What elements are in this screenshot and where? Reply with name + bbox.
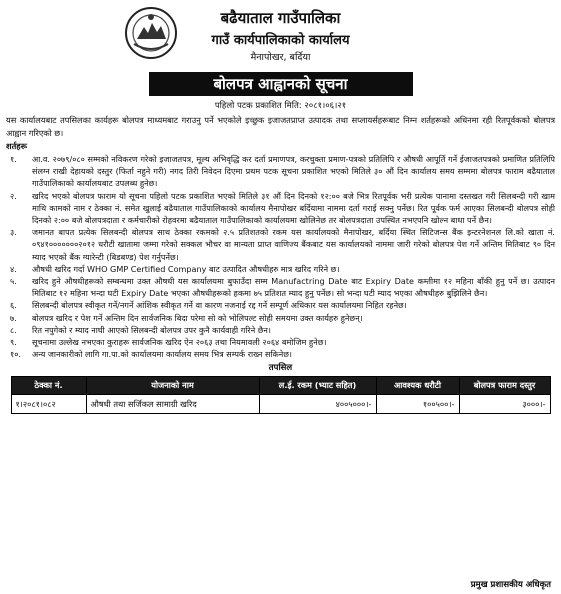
condition-item: [6, 263, 555, 275]
condition-number: ५.: [10, 276, 17, 287]
table-row: [11, 395, 550, 414]
cell-security-deposit: १००५००।-: [376, 395, 459, 414]
office-name: गाउँ कार्यपालिकाको कार्यालय: [211, 33, 350, 48]
column-header: आवश्यक धरौटी: [376, 377, 459, 395]
column-header: ल.ई. रकम (भ्याट सहित): [259, 377, 376, 395]
condition-number: १.: [10, 154, 17, 164]
condition-number: ४.: [10, 263, 17, 274]
column-header: योजनाको नाम: [86, 377, 259, 395]
condition-text: आ.व. २०७९/०८० सम्मको नविकरण गरेको इजाजतपत्र, मूल्य अभिवृद्धि कर दर्ता प्रमाणपत्र, करचुक्ता प्रमाण-पत्रको प्रतिलिपि र औषधी आपूर्ति गर्ने ईजाजतपत्रको प्रमाणित प्रतिलिपि संलग्न राखी देहायको दस्तुर (फिर्ता नहुने गरी) नगद तिरी निवेदन दिएमा प्रथम पटक सूचना प्रकाशित भएको मितिले ३० औं दिन कार्यालय समय सम्ममा बोलपत्र फाराम बढैयाताल गाउँपालिकाको कार्यालयबाट उपलब्ध हुनेछ।: [32, 154, 555, 189]
column-header: ठेक्का नं.: [11, 377, 86, 395]
condition-number: २.: [10, 190, 17, 201]
condition-text: सिलबन्दी बोलपत्र स्वीकृत गर्ने/नगर्ने आंशिक स्वीकृत गर्ने वा कारण नजनाई रद्द गर्ने सम्पूर्ण अधिकार यस कार्यालयमा निहित रहनेछ।: [32, 300, 407, 311]
condition-text: अन्य जानकारीको लागि गा.पा.को कार्यालयमा कार्यालय समय भित्र सम्पर्क राख्न सकिनेछ।: [32, 349, 293, 360]
condition-item: [6, 324, 555, 336]
condition-item: [6, 336, 555, 348]
conditions-list: [6, 153, 555, 360]
table-title: तपसिल: [268, 363, 293, 374]
condition-number: ८.: [10, 324, 17, 335]
intro-paragraph: यस कार्यालयबाट तपसिलका कार्यहरू बोलपत्र माध्यमबाट गराउनु पर्ने भएकोले इच्छुक इजाजतप्राप्त उत्पादक तथा सप्लायर्सहरूबाट निम्न शर्तहरूको अधिनमा रही रितपूर्वकको बोलपत्र आह्वान गरिएको छ।: [6, 115, 555, 138]
condition-text: रित नपुगेको र म्याद नाघी आएको सिलबन्दी बोलपत्र उपर कुनै कार्यवाही गरिने छैन।: [32, 324, 271, 335]
cell-estimate-amount: ४००५०००।-: [259, 395, 376, 414]
municipality-name: बढैयाताल गाउँपालिका: [220, 9, 341, 27]
condition-number: ६.: [10, 300, 17, 311]
condition-item: [6, 190, 555, 227]
condition-number: ७.: [10, 312, 17, 323]
condition-item: [6, 226, 555, 263]
condition-text: जमानत बापत प्रत्येक सिलबन्दी बोलपत्र साथ ठेक्का रकमको २.५ प्रतिशतको रकम यस कार्यालयको मैनापोखर, बर्दिया स्थित सिटिजन्स बैंक इन्टरनेशनल लि.को खाता नं. ०९४१०००००००२०१२ धरौटी खातामा जम्मा गरेको सक्कल भौचर वा मान्यता प्राप्त वाणिज्य बैंकबाट यस कार्यालयको नाममा जारी गरेको बोलपत्र पेश गर्ने अन्तिम मितिबाट ९० दिन म्याद भएको बैंक ग्यारेन्टी (बिडबण्ड) पेश गर्नुपर्नेछ।: [32, 227, 555, 262]
condition-text: औषधी खरिद गर्दा WHO GMP Certified Company बाट उत्पादित औषधीहरु मात्र खरिद गरिने छ।: [32, 263, 340, 274]
tender-table: [11, 376, 551, 414]
office-address: मैनापोखर, बर्दिया: [250, 52, 311, 63]
condition-item: [6, 348, 555, 360]
column-header: बोलपत्र फाराम दस्तुर: [459, 377, 550, 395]
condition-item: [6, 153, 555, 190]
publish-date: पहिलो पटक प्रकाशित मिति: २०८१।०६।२१: [214, 101, 347, 111]
notice-banner: बोलपत्र आह्वानको सूचना: [149, 72, 413, 96]
table-header-row: [11, 377, 550, 395]
cell-form-fee: ३०००।-: [459, 395, 550, 414]
condition-text: खरिद भएको बोलपत्र फाराम यो सूचना पहिलो पटक प्रकाशित भएको मितिले ३१ औं दिन दिनको १२:०० बजे भित्र रितपूर्वक भरी प्रत्येक पानामा दस्तखत गरी सिलबन्दी गरी खाम माथि कामको नाम र ठेक्का नं. समेत खुलाई बढैयाताल गाउँपालिकाको कार्यालय मैनापोखर बर्दियामा नाममा दर्ता गराई सक्नु पर्नेछ। रित पूर्वक फर्म आएका सिलबन्दी बोलपत्र सोही दिनको २:०० बजे बोलपत्रदाता र कर्मचारीको रोहवरमा बढैयाताल गाउँपालिकाको कार्यालयमा खोलिनेछ तर बोलपत्रदाता उपस्थित नभएपनि खोल्न बाधा पर्ने छैन।: [32, 190, 555, 226]
condition-text: खरिद हुने औषधीहरूको सम्बन्धमा उक्त औषधी यस कार्यालयमा बुफाउँदा सम्म Manufactring Date बाट Expiry Date कम्तीमा १२ महिना बाँकी हुनु पर्ने छ। उत्पादन मितिबाट १२ महिना भन्दा घटी Expiry Date भएका औषधीहरूको हकमा ७५ प्रतिशत म्याद हुनु पर्नेछ। सो भन्दा घटी म्याद भएका औषधीहरु बुझिलिने छैन।: [32, 276, 555, 299]
condition-number: १०.: [10, 349, 21, 360]
notice-header: [6, 4, 555, 68]
condition-text: सूचनामा उल्लेख नभएका कुराहरू सार्वजनिक खरिद ऐन २०६३ तथा नियमावली २०६४ बमोजिम हुनेछ।: [32, 337, 327, 348]
condition-item: [6, 275, 555, 299]
conditions-title: शर्तहरू: [6, 141, 27, 151]
condition-item: [6, 299, 555, 311]
signature-block: प्रमुख प्रशासकीय अधिकृत: [470, 580, 551, 590]
condition-number: ३.: [10, 227, 17, 238]
cell-project-name: औषधी तथा सर्जिकल सामाग्री खरिद: [86, 395, 259, 414]
condition-item: [6, 312, 555, 324]
condition-text: बोलपत्र खरिद र पेश गर्ने अन्तिम दिन सार्वजनिक बिदा परेमा सो को भोलिपल्ट सोही समयमा उक्त कार्यहरु हुनेछन्।: [32, 312, 363, 323]
cell-contract-no: १।२०८१।०८२: [11, 395, 86, 414]
condition-number: ९.: [10, 337, 17, 348]
